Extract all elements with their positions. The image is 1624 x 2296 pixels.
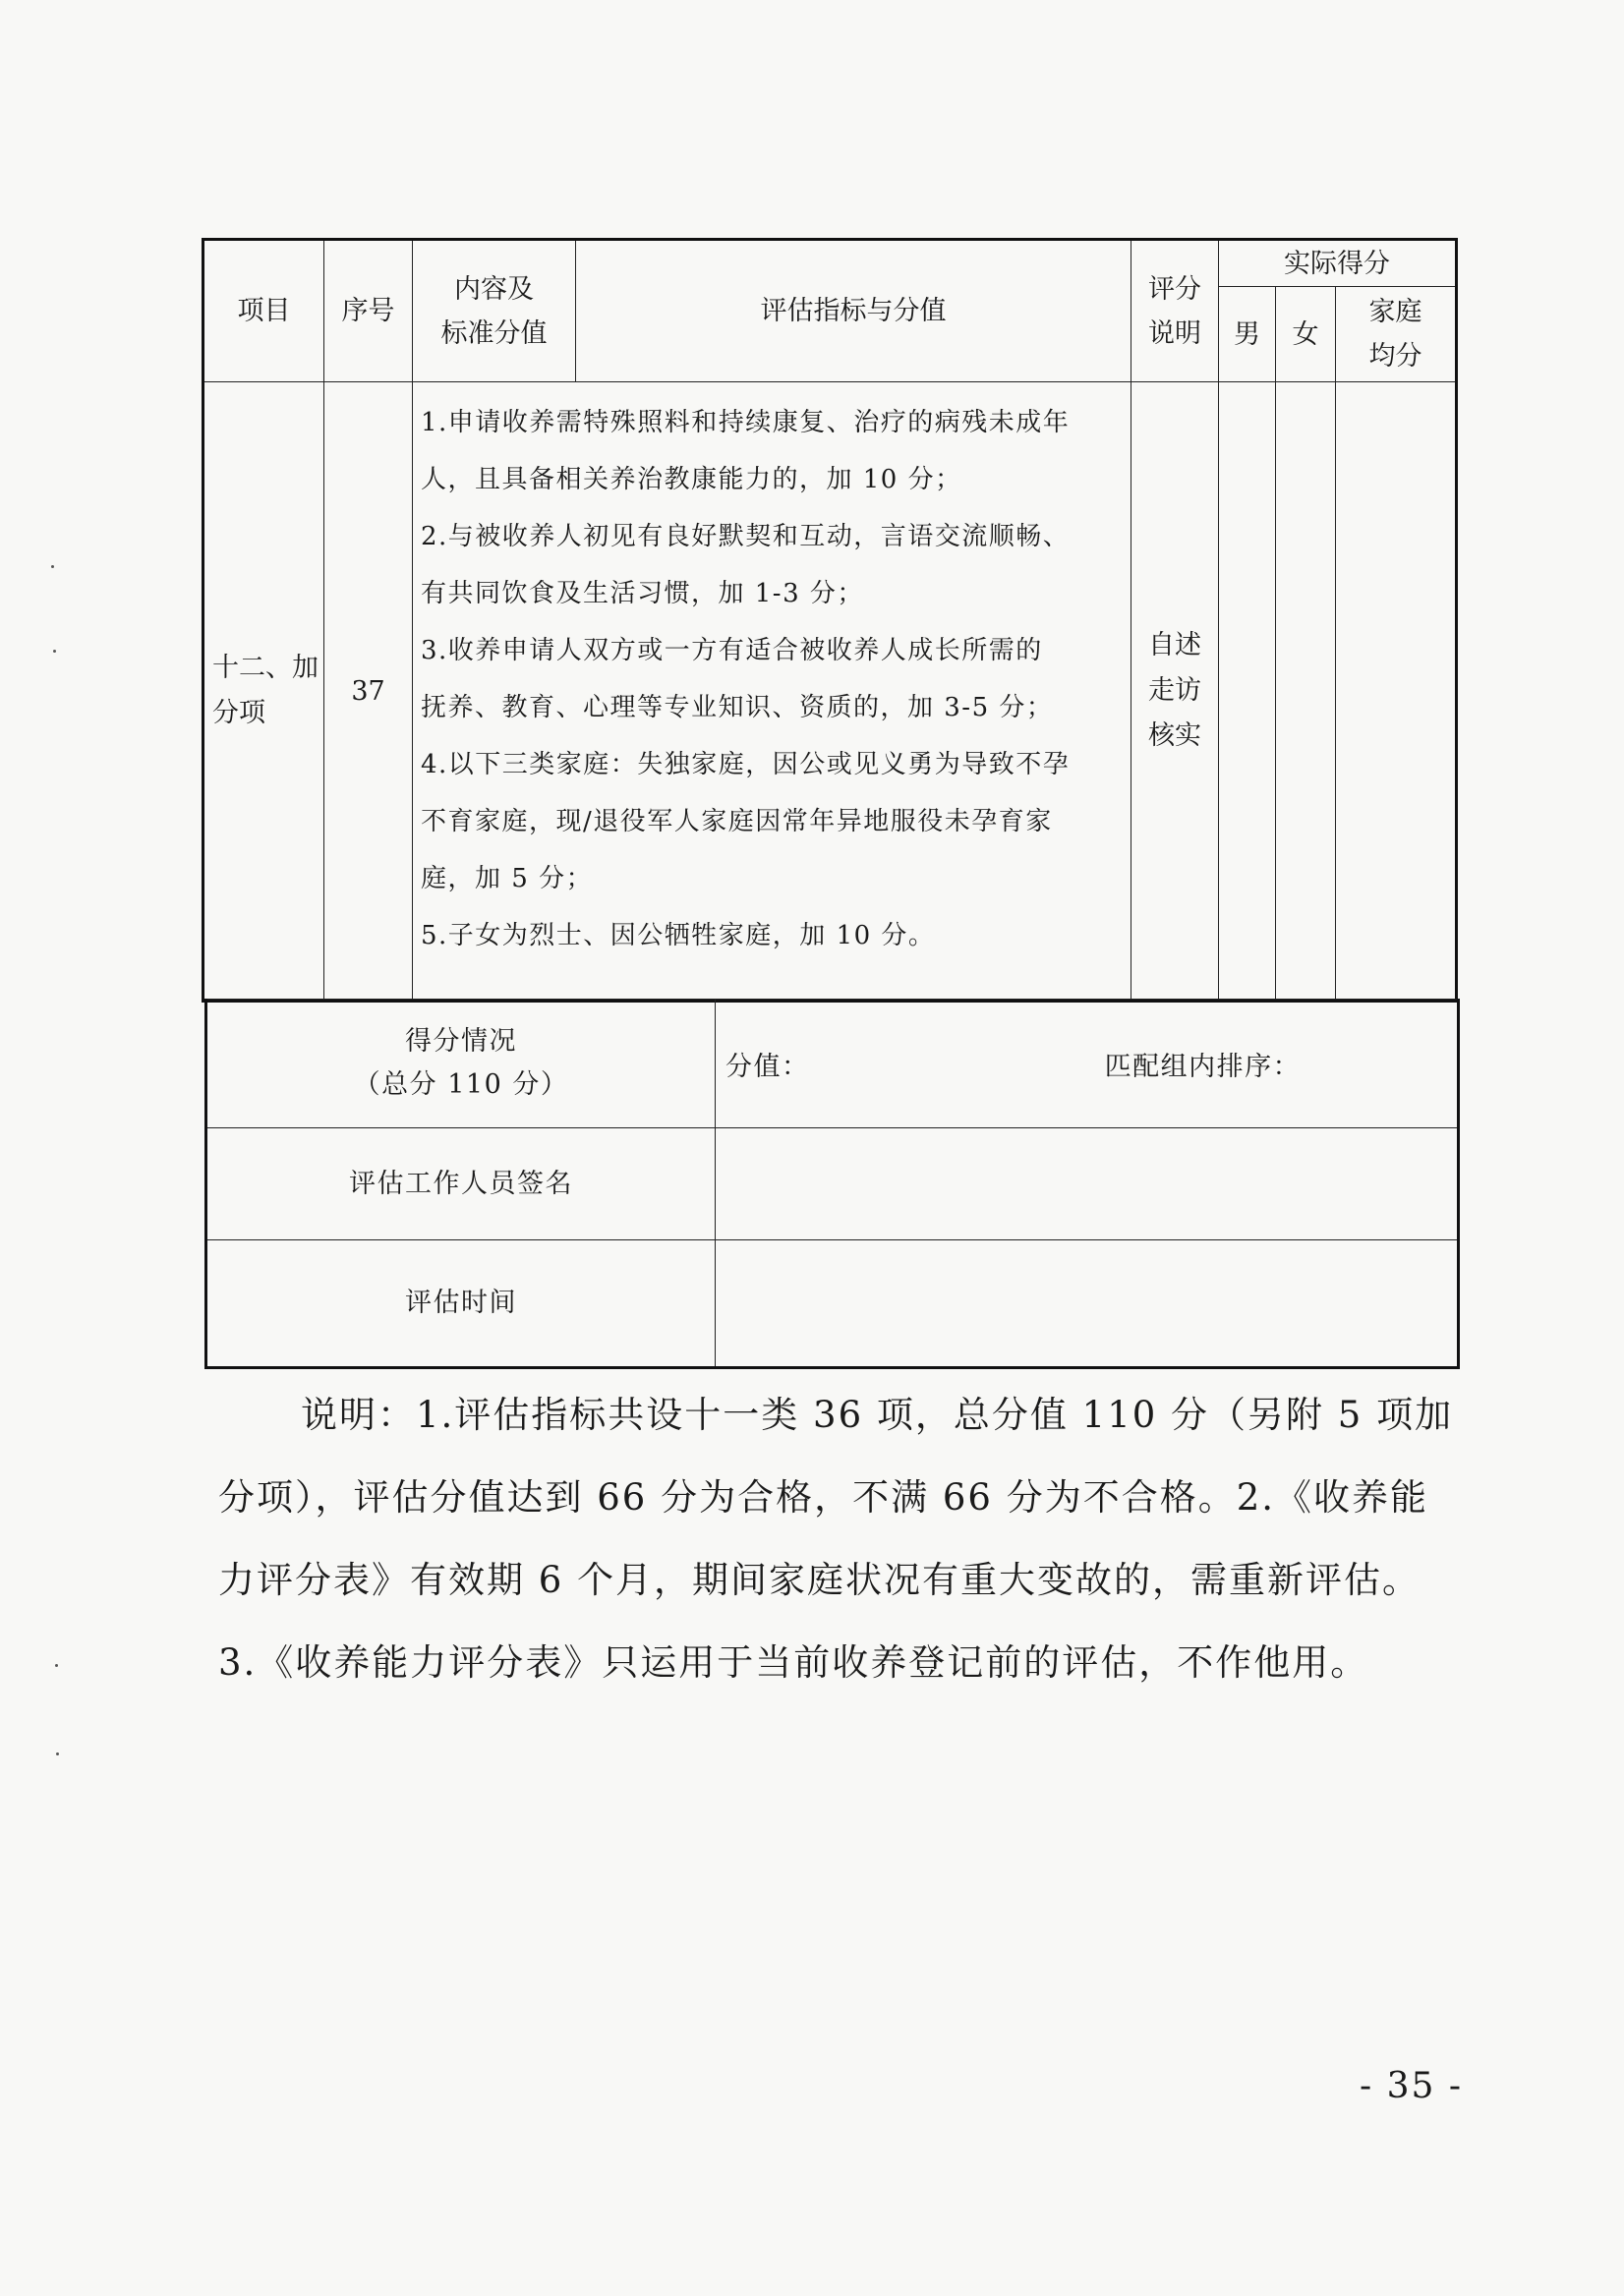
signature-field — [716, 1128, 1459, 1240]
row-family-avg-score — [1336, 382, 1457, 1002]
header-content — [413, 240, 576, 382]
criteria-line: 3.收养申请人双方或一方有适合被收养人成长所需的 — [421, 636, 1043, 665]
scan-speck — [55, 1664, 58, 1667]
scan-speck — [53, 650, 56, 653]
page-number: - 35 - — [1360, 2066, 1464, 2106]
explanation-line2: 分项），评估分值达到 66 分为合格，不满 66 分为不合格。2.《收养能 — [218, 1476, 1429, 1519]
header-actual-score: 实际得分 — [1219, 240, 1457, 287]
table-row — [203, 382, 1457, 1002]
scan-speck — [51, 565, 54, 568]
score-status-line2: （总分 110 分） — [353, 1069, 569, 1100]
score-value-cell — [716, 1000, 1459, 1128]
score-status-line1: 得分情况 — [405, 1026, 517, 1057]
criteria-line: 4.以下三类家庭：失独家庭，因公或见义勇为导致不孕 — [421, 750, 1071, 779]
criteria-line: 1.申请收养需特殊照料和持续康复、治疗的病残未成年 — [421, 408, 1071, 437]
header-criteria: 评估指标与分值 — [576, 240, 1131, 382]
score-value-label: 分值： — [725, 1051, 810, 1082]
row-note — [1131, 382, 1219, 1002]
header-family-avg-line2: 均分 — [1368, 341, 1422, 372]
header-note-line2: 说明 — [1148, 317, 1201, 349]
score-status-label — [206, 1000, 716, 1128]
note-line: 自述 — [1148, 630, 1201, 660]
scan-speck — [56, 1752, 59, 1755]
time-label: 评估时间 — [206, 1240, 716, 1368]
scoring-table — [202, 238, 1458, 1003]
criteria-line: 5.子女为烈士、因公牺牲家庭，加 10 分。 — [421, 921, 936, 950]
explanation-line4: 3.《收养能力评分表》只运用于当前收养登记前的评估，不作他用。 — [218, 1641, 1369, 1684]
row-seq: 37 — [324, 382, 413, 1002]
header-female: 女 — [1276, 287, 1336, 382]
header-note — [1131, 240, 1219, 382]
header-content-line1: 内容及 — [454, 273, 534, 305]
criteria-line: 抚养、教育、心理等专业知识、资质的，加 3-5 分； — [421, 693, 1054, 722]
header-seq: 序号 — [324, 240, 413, 382]
header-family-avg — [1336, 287, 1457, 382]
note-line: 核实 — [1148, 720, 1201, 751]
explanation-line1: 说明：1.评估指标共设十一类 36 项，总分值 110 分（另附 5 项加 — [301, 1394, 1454, 1436]
rank-label: 匹配组内排序： — [1104, 1051, 1302, 1082]
row-male-score — [1219, 382, 1276, 1002]
row-item — [203, 382, 324, 1002]
signature-label: 评估工作人员签名 — [206, 1128, 716, 1240]
criteria-line: 人，且具备相关养治教康能力的，加 10 分； — [421, 465, 962, 494]
explanation-line3: 力评分表》有效期 6 个月，期间家庭状况有重大变故的，需重新评估。 — [218, 1559, 1421, 1601]
criteria-line: 不育家庭，现/退役军人家庭因常年异地服役未孕育家 — [421, 807, 1053, 836]
header-note-line1: 评分 — [1148, 273, 1201, 305]
header-content-line2: 标准分值 — [440, 317, 548, 349]
row-item-line1: 十二、加 — [212, 653, 319, 683]
explanation-paragraph — [218, 1374, 1454, 1704]
header-item: 项目 — [203, 240, 324, 382]
note-line: 走访 — [1148, 675, 1201, 706]
row-criteria — [413, 382, 1131, 1002]
summary-table — [204, 999, 1460, 1369]
header-family-avg-line1: 家庭 — [1368, 297, 1422, 327]
header-male: 男 — [1219, 287, 1276, 382]
time-field — [716, 1240, 1459, 1368]
row-item-line2: 分项 — [212, 698, 265, 728]
row-female-score — [1276, 382, 1336, 1002]
criteria-line: 2.与被收养人初见有良好默契和互动，言语交流顺畅、 — [421, 522, 1071, 551]
criteria-line: 庭，加 5 分； — [421, 864, 594, 893]
criteria-line: 有共同饮食及生活习惯，加 1-3 分； — [421, 579, 864, 608]
